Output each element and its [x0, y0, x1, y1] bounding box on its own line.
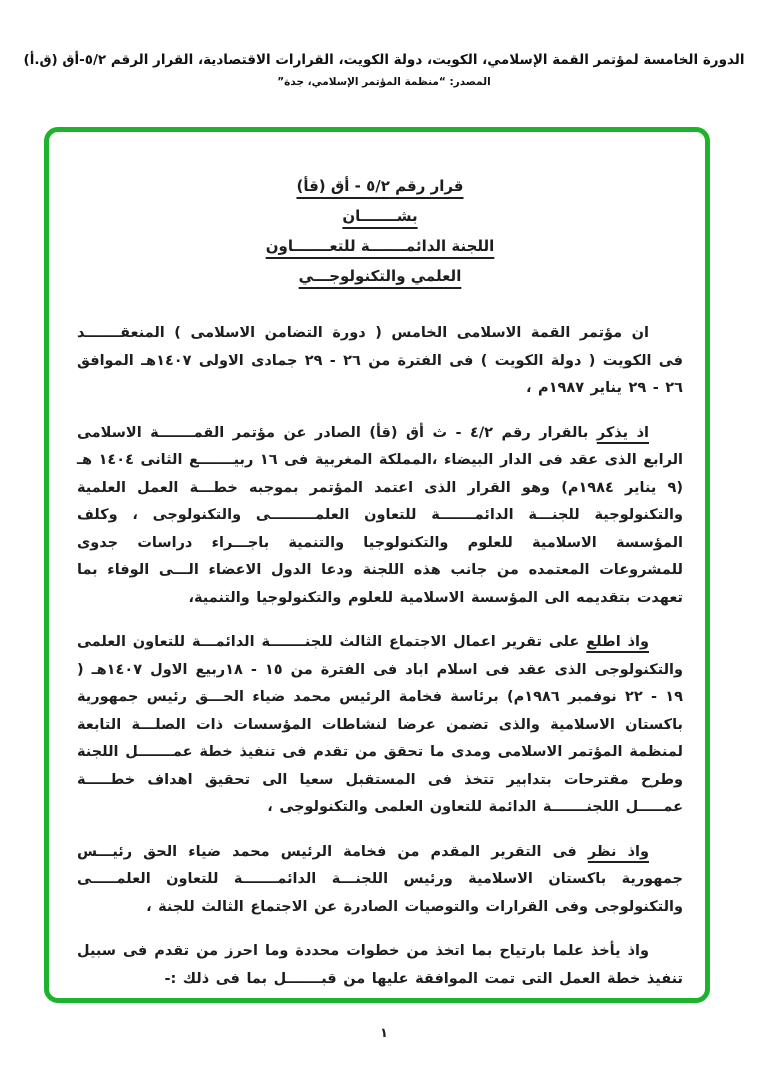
- title-line-committee: اللجنة الدائمـــــــة للتعـــــــاون: [265, 237, 495, 255]
- document-body: [49, 132, 705, 998]
- source-line: المصدر: “منظمة المؤتمر الإسلامي، جدة”: [277, 76, 491, 88]
- paragraph-preamble: [77, 320, 683, 403]
- paragraph-recalling: [77, 420, 683, 613]
- paragraph-having-reviewed: [77, 629, 683, 822]
- page-number: ١: [380, 1026, 388, 1041]
- paragraph-text: ان مؤتمر القمة الاسلامى الخامس ( دورة التضامن الاسلامى ) المنعقـــــــد فى الكويت ( دولة الكويت ) فى الفترة من ٢٦ - ٢٩ جمادى الاولى ١٤٠٧هـ الموافق ٢٦ - ٢٩ يناير ١٩٨٧م ،: [77, 325, 683, 396]
- paragraph-having-considered: [77, 839, 683, 922]
- citation-header: [0, 52, 768, 88]
- paragraph-lead: واذ نظر: [587, 843, 650, 860]
- scanned-document-frame: [44, 127, 710, 1003]
- title-line-resolution-number: قرار رقم ٥/٢ - أق (قأ): [296, 177, 464, 195]
- title-line-scientific: العلمي والتكنولوجـــي: [298, 267, 462, 285]
- resolution-title-block: [77, 176, 683, 296]
- paragraph-text: واذ يأخذ علما بارتياح بما اتخذ من خطوات محددة وما احرز من تقدم فى سبيل تنفيذ خطة العمل التى تمت الموافقة عليها من قبـــــــل بما فى ذلك :-: [77, 943, 683, 987]
- paragraph-text: على تقرير اعمال الاجتماع الثالث للجنـــــــة الدائمـــة للتعاون العلمى والتكنولوجى الذى عقد فى اسلام اباد فى الفترة من ١٥ - ١٨ربيع الاول ١٤٠٧هـ ( ١٩ - ٢٢ نوفمبر ١٩٨٦م) برئاسة فخامة الرئيس محمد ضياء الحـــق رئيس جمهورية باكستان الاسلامية والذى تضمن عرضا لنشاطات المؤسسات ذات الصلـــة التابعة لمنظمة المؤتمر الاسلامى ومدى ما تحقق من تقدم فى تنفيذ خطة عمـــــــل اللجنة وطرح مقترحات بتدابير تتخذ فى المستقبل سعيا الى تحقيق اهداف خطـــــة عمـــــل اللجنـــــــة الدائمة للتعاون العلمى والتكنولوجى ،: [77, 634, 684, 815]
- paragraph-lead: اذ يذكر: [596, 424, 649, 441]
- title-line-regarding: بشـــــــان: [342, 207, 418, 225]
- paragraph-text: فى التقرير المقدم من فخامة الرئيس محمد ضياء الحق رئيـــس جمهورية باكستان الاسلامية ورئيس اللجنـــة الدائمـــــــة للتعاون العلمـــــى والتكنولوجى وفى القرارات والتوصيات الصادرة عن الاجتماع الثالث للجنة ،: [77, 843, 683, 915]
- paragraph-lead: واذ اطلع: [586, 634, 649, 650]
- paragraph-taking-note: [77, 938, 683, 993]
- paragraph-text: بالقرار رقم ٤/٢ - ث أق (قأ) الصادر عن مؤتمر القمـــــــة الاسلامى الرابع الذى عقد فى الدار البيضاء ،المملكة المغربية فى ١٦ ربيـــــــع الثانى ١٤٠٤ هـ (٩ يناير ١٩٨٤م) وهو القرار الذى اعتمد المؤتمر بموجبه خطـــة العمل العلمية والتكنولوجية للجنـــة الدائمـــــــة للتعاون العلمـــــــــى والتكنولوجى ، وكلف المؤسسة الاسلامية للعلوم والتكنولوجيا والتنمية باجـــراء دراسات جدوى للمشروعات المعتمده من جانب هذه اللجنة ودعا الدول الاعضاء الـــى الوفاء بما تعهدت بتقديمه الى المؤسسة الاسلامية للعلوم والتكنولوجيا والتنمية،: [77, 424, 684, 606]
- citation-line: الدورة الخامسة لمؤتمر القمة الإسلامي، الكويت، دولة الكويت، القرارات الاقتصادية، القرار الرقم ٥/٢-أق (ق.أ): [23, 52, 745, 68]
